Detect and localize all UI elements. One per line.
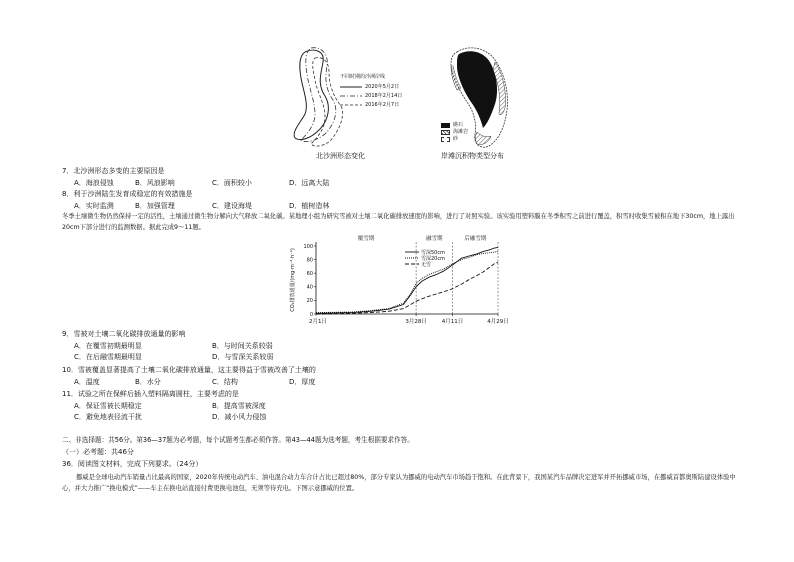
q11-option-d[interactable]: D．减小风力侵蚀 — [212, 413, 267, 421]
legend-item-2020: 2020年5月2日 — [365, 84, 400, 90]
y-tick-label: 40 — [306, 284, 313, 291]
q10-option-a[interactable]: A．温度 — [74, 378, 100, 386]
series-line-1 — [316, 251, 498, 312]
q11-option-b[interactable]: B．提高雪被深度 — [212, 402, 266, 410]
part2-heading: 二、非选择题：共56分。第36—37题为必考题，每个试题考生都必须作答。第43—44题为选考题，考生根据要求作答。 — [62, 436, 414, 444]
q9-option-d[interactable]: D．与雪深关系较弱 — [212, 353, 274, 361]
legend-beachrock: 海滩岩 — [453, 129, 469, 135]
x-tick-label: 4月11日 — [441, 319, 464, 325]
beachrock-swatch — [441, 130, 450, 135]
legend-item-2016: 2016年2月7日 — [365, 102, 400, 108]
q10-option-d[interactable]: D．厚度 — [289, 378, 316, 386]
line-dashed-swatch — [340, 103, 362, 107]
sediment-legend — [441, 122, 468, 142]
q7-option-a[interactable]: A．海浪侵蚀 — [74, 179, 114, 187]
reef-swatch — [441, 123, 450, 128]
figure2-caption: 岸滩沉积物类型分布 — [441, 152, 504, 160]
question-36-passage: 挪威是全球电动汽车销量占比最高的国家，2020年传统电动汽车、油电混合动力车合计占比已超过80%，部分专家认为挪威的电动汽车市场趋于饱和。在此背景下，我国某汽车品牌决定进军并开拓挪威市场，在挪威首都奥斯陆建设体验中心，并大力推广“换电模式”——车主在换电站直接付费更换电池包，无须等待充电。下图示意挪威的位置。 — [62, 474, 736, 492]
q9-option-c[interactable]: C．在后融雪期最明显 — [74, 353, 142, 361]
sand-swatch — [441, 137, 450, 142]
q8-option-a[interactable]: A．实时监测 — [74, 202, 114, 210]
q11-option-c[interactable]: C．避免地表径流干扰 — [74, 413, 142, 421]
legend-sand: 砂 — [453, 136, 459, 142]
line-dashdot-swatch — [340, 94, 362, 98]
period-label: 后融雪期 — [464, 236, 487, 242]
question-10-stem: 10．雪被覆盖显著提高了土壤二氧化碳排放通量，这主要得益于雪被改善了土壤的 — [62, 366, 316, 374]
q10-option-b[interactable]: B．水分 — [135, 378, 161, 386]
x-tick-label: 3月28日 — [405, 319, 427, 325]
legend-reef: 礁石 — [453, 122, 464, 128]
legend-label-1: 雪深20cm — [421, 255, 445, 262]
q9-option-a[interactable]: A．在覆雪初期最明显 — [74, 342, 142, 350]
y-tick-label: 0 — [309, 311, 313, 318]
question-11-stem: 11．试验之所在保鲜后插入塑料隔离圆柱，主要考虑的是 — [62, 390, 239, 398]
co2-flux-chart — [280, 232, 520, 332]
q9-option-b[interactable]: B．与时间关系较弱 — [212, 342, 273, 350]
y-tick-label: 80 — [306, 257, 313, 264]
sandbar-legend — [340, 74, 402, 108]
q7-option-d[interactable]: D．远离大陆 — [289, 179, 330, 187]
q8-option-d[interactable]: D．植树造林 — [289, 202, 330, 210]
question-7-stem: 7．北沙洲形态多变的主要原因是 — [62, 167, 165, 175]
passage-9-11: 冬季土壤微生物仍然保持一定的活性，土壤通过微生物分解向大气释放二氧化碳。某地理小组为研究雪被对土壤二氧化碳排放速度的影响，进行了对照实验。该实验用塑料膜在冬季积雪之前进行覆盖，积雪时收集雪被积在地下30cm，地上露出20cm下部分进行的监测数据。据此完成9～11题。 — [62, 213, 735, 231]
q11-option-a[interactable]: A．保证雪被长期稳定 — [74, 402, 142, 410]
q10-option-c[interactable]: C．结构 — [212, 378, 238, 386]
question-8-stem: 8．利于沙洲陆生发育成稳定的有效措施是 — [62, 190, 193, 198]
legend-label-0: 雪深50cm — [421, 249, 445, 256]
figure1-caption: 北沙洲形态变化 — [316, 152, 365, 160]
legend-label-2: 无雪 — [421, 261, 432, 268]
y-axis-label: CO₂排放通量/(mg·m⁻²·h⁻¹) — [290, 248, 296, 312]
y-tick-label: 20 — [306, 298, 313, 305]
x-tick-label: 2月1日 — [309, 319, 327, 325]
question-36-stem: 36．阅读图文材料，完成下列要求。（24分） — [62, 460, 203, 468]
period-label: 融雪期 — [426, 236, 443, 242]
q7-option-c[interactable]: C．面积较小 — [212, 179, 252, 187]
legend-title: 不同时期的沙洲岸线 — [340, 74, 386, 80]
series-line-2 — [316, 262, 498, 314]
q8-option-c[interactable]: C．建设海堤 — [212, 202, 252, 210]
q7-option-b[interactable]: B．风浪影响 — [135, 179, 175, 187]
series-line-0 — [316, 247, 498, 313]
legend-item-2018: 2018年2月14日 — [365, 93, 403, 99]
line-solid-swatch — [340, 85, 362, 89]
x-tick-label: 4月29日 — [487, 319, 509, 325]
y-tick-label: 100 — [303, 243, 313, 250]
period-label: 覆雪期 — [357, 236, 375, 242]
y-tick-label: 60 — [306, 271, 313, 277]
question-9-stem: 9．雪被对土壤二氧化碳排放通量的影响 — [62, 330, 186, 338]
q8-option-b[interactable]: B．加强管理 — [135, 202, 175, 210]
part2-subheading: （一）必考题：共46分 — [62, 448, 134, 456]
